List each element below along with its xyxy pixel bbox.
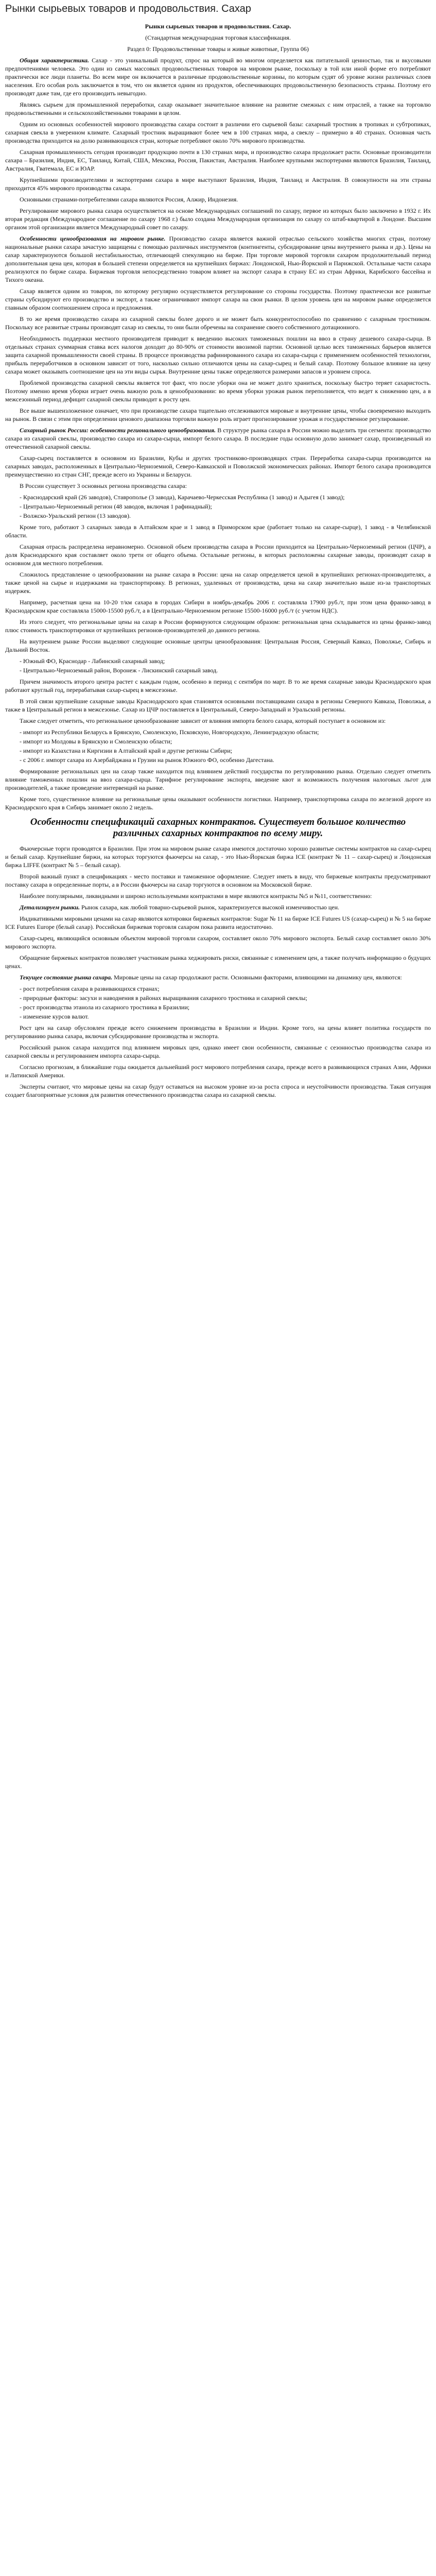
list-item: - рост производства этанола из сахарного тростника в Бразилии;	[20, 1004, 190, 1011]
paragraph-text: Сахар-сырец поставляется в основном из Бразилии, Кубы и других тростниково-производящих стран. Переработка сахара-сырца производится на сахарных заводах, расположенных в Центрально-Черноземной, Северо-Кавказской и Поволжской экономических районах. Импорт белого сахара производится преимущественно из стран СНГ, прежде всего из Украины и Беларуси.	[5, 454, 431, 478]
list-item: - импорт из Молдовы в Брянскую и Смоленскую области;	[20, 738, 172, 745]
list-item: - Центрально-Черноземный регион (48 заводов, включая 1 рафинадный);	[20, 503, 212, 510]
paragraph	[5, 637, 431, 654]
paragraph	[5, 315, 431, 331]
paragraph	[5, 717, 431, 725]
paragraph	[5, 207, 431, 231]
paragraph	[5, 1043, 431, 1060]
paragraph-text: Наиболее популярными, ликвидными и широко используемыми контрактами в мире являются контракты №5 и №11, соответственно:	[20, 892, 372, 900]
paragraph-text: Эксперты считают, что мировые цены на сахар будут оставаться на высоком уровне из-за роста спроса и неустойчивости производства. Такая ситуация создает благоприятные условия для развития отечественного производства сахара из сахарной свеклы.	[5, 1083, 431, 1098]
paragraph-text: Сложилось представление о ценообразовании на рынке сахара в России: цена на сахар определяется ценой в крупнейших регионах-производителях, а также ценой на сырье и издержками на транспортировку. В регионах, удаленных от производства, цена на сахар значительно выше из-за транспортных издержек.	[5, 571, 431, 595]
paragraph-text: Формирование региональных цен на сахар также находится под влиянием действий государства по регулированию рынка. Отдельно следует отметить влияние таможенных пошлин на ввоз сахара-сырца. Тарифное регулирование экспорта, введение квот и возможность получения налоговых льгот для производителей, а также проведение интервенций на рынке.	[5, 768, 431, 791]
paragraph	[5, 543, 431, 567]
paragraph-lead: Особенности ценообразования на мировом рынке.	[20, 235, 169, 242]
paragraph-text: Сахар является одним из товаров, по которому регулярно осуществляется регулирование со стороны государства. Поэтому практически все развитые страны субсидируют его производство и экспорт, а также ограничивают импорт сахара на свои рынки. В целом уровень цен на мировом рынке определяется главным образом соотношением спроса и предложения.	[5, 287, 431, 311]
paragraph-text: Необходимость поддержки местного производителя приводит к введению высоких таможенных пошлин на ввоз в страну дешевого сахара-сырца. В отдельных странах суммарная ставка всех налогов доходит до 80-90% от стоимости ввозимой партии. Основной целью всех таможенных барьеров является защита сахарной промышленности своей страны. В процессе производства рафинированного сахара из сахара-сырца с применением особенностей технологии, прибыль переработчиков в основном зависит от того, насколько сильно отличаются цены на сахар-сырец и белый сахар. Поэтому большое влияние на цену сахара может оказывать соотношение цен на эти виды сырья. Внутренние цены также определяются размерами запасов и уровнем спроса.	[5, 335, 431, 375]
paragraph	[5, 334, 431, 376]
paragraph-text: Все выше вышеизложенное означает, что при производстве сахара тщательно отслеживаются мировые и внутренние цены, чтобы своевременно выходить на рынок. В связи с этим при определении ценового диапазона торговли важную роль играет прогнозирование урожая и государственное регулирование.	[5, 407, 431, 422]
paragraph-text: В то же время производство сахара из сахарной свеклы более дорого и не может быть конкурентоспособно по сравнению с сахарным тростником. Поскольку все развитые страны производят сахар из свеклы, то они были обречены на сохранение своего собственного дотационного.	[5, 315, 431, 331]
list-item: - изменение курсов валют.	[20, 1013, 89, 1020]
paragraph-text: Регулирование мирового рынка сахара осуществляется на основе Международных соглашений по сахару, первое из которых было заключено в 1932 г. Их вторая редакция (Международное соглашение по сахару 1968 г.) было создана Международная организация по сахару со штаб-квартирой в Лондоне. Высшим органом этой организации является Международный совет по сахару.	[5, 207, 431, 231]
paragraph-text: Кроме того, работают 3 сахарных завода в Алтайском крае и 1 завод в Приморском крае (работает только на сахаре-сырце), 1 завод - в Челябинской области.	[5, 523, 431, 539]
list-item: - Волжско-Уральский регион (13 заводов).	[20, 512, 131, 519]
paragraph-lead: Сахарный рынок России: особенности регионального ценообразования.	[20, 427, 218, 434]
bullet-list	[5, 657, 431, 674]
list-item: - с 2006 г. импорт сахара из Азербайджана и Грузии на рынок Южного ФО, особенно Дагестана.	[20, 756, 274, 764]
list-item: - Краснодарский край (26 заводов), Ставрополье (3 завода), Карачаево-Черкесская Республика (1 завод) и Адыгея (1 завод);	[20, 494, 345, 501]
section-heading: Особенности спецификаций сахарных контрактов. Существует большое количество различных сахарных контрактов по всему миру.	[30, 817, 406, 839]
paragraph	[5, 176, 431, 192]
document-body	[5, 22, 431, 1099]
paragraph	[5, 426, 431, 451]
paragraph-text: Рост цен на сахар обусловлен прежде всего снижением производства в Бразилии и Индии. Кроме того, на цены влияет политика государств по регулированию рынка сахара, включая субсидирование производства и экспорта.	[5, 1024, 431, 1040]
paragraph	[5, 697, 431, 714]
doc-classification: (Стандартная международная торговая классификация.	[145, 34, 291, 41]
paragraph-lead: Детализируем рынки.	[20, 904, 82, 911]
paragraph-text: Сахар-сырец, являющийся основным объектом мировой торговли сахаром, составляет около 70% мирового экспорта. Белый сахар составляет около 30% мирового экспорта.	[5, 935, 431, 950]
paragraph-text: Рынок сахара, как любой товарно-сырьевой рынок, характеризуется высокой изменчивостью цен.	[81, 904, 340, 911]
paragraph	[5, 954, 431, 970]
list-item: - Центрально-Черноземный район, Воронеж - Лискинский сахарный завод.	[20, 667, 218, 674]
paragraph-text: Основными странами-потребителями сахара являются Россия, Алжир, Индонезия.	[20, 196, 238, 203]
paragraph-text: Российский рынок сахара находится под влиянием мировых цен, однако имеет свои особенности, связанные с сезонностью производства сахара из сахарной свеклы и регулированием импорта сахара-сырца.	[5, 1044, 431, 1059]
paragraph-text: Обращение биржевых контрактов позволяет участникам рынка хеджировать риски, связанные с изменением цен, а также получать информацию о будущих ценах.	[5, 954, 431, 970]
list-item: - рост потребления сахара в развивающихся странах;	[20, 985, 160, 992]
paragraph	[5, 482, 431, 490]
paragraph-text: В России существует 3 основных региона производства сахара:	[20, 482, 187, 489]
paragraph-text: На внутреннем рынке России выделяют следующие основные центры ценообразования: Центральная Россия, Северный Кавказ, Поволжье, Сибирь и Дальний Восток.	[5, 638, 431, 653]
paragraph-text: Например, расчетная цена на 10-20 т/км сахара в городах Сибири в ноябрь-декабрь 2006 г. составляла 17900 руб./т, при этом цена франко-завод в Краснодарском крае составляла 15000-15500 руб./т, а в Центрально-Черноземном регионе 15500-16000 руб./т (с учетом НДС).	[5, 599, 431, 614]
paragraph	[5, 120, 431, 145]
paragraph-text: Сахар - это уникальный продукт, спрос на который во многом определяется как питательной ценностью, так и вкусовыми предпочтениями человека. Это один из самых массовых продовольственных товаров на мировом рынке, поскольку в той или иной форме его потребляют практически все люди планеты. Во всем мире он включается в различные продовольственные корзины, по которым судят об уровне жизни различных слоев населения. Его особая роль заключается в том, что он является одним из продуктов, обеспечивающих продовольственную безопасность страны. Поэтому его производят даже там, где его производить невыгодно.	[5, 57, 431, 97]
bullet-list	[5, 985, 431, 1021]
paragraph	[5, 56, 431, 97]
paragraph-text: Сахарная промышленность сегодня производит продукцию почти в 130 странах мира, и производство сахара продолжает расти. Основные производители сахара – Бразилия, Индия, ЕС, Таиланд, Китай, США, Мексика, Россия, Пакистан, Австралия. Наиболее крупными экспортерами являются Бразилия, Таиланд, Австралия, Гватемала, ЕС и ЮАР.	[5, 148, 431, 172]
paragraph-text: Согласно прогнозам, в ближайшие годы ожидается дальнейший рост мирового потребления сахара, прежде всего в развивающихся странах Азии, Африки и Латинской Америки.	[5, 1063, 431, 1079]
paragraph	[5, 234, 431, 284]
paragraph-text: В этой связи крупнейшие сахарные заводы Краснодарского края становятся основными поставщиками сахара в регионы Северного Кавказа, Поволжья, а также в Центральный регион в межсезонье. Сахар из ЦЧР поставляется в Центральный, Северо-Западный и Уральский регионы.	[5, 698, 431, 713]
doc-section: Раздел 0: Продовольственные товары и живые животные, Группа 06)	[127, 45, 309, 53]
paragraph	[5, 892, 431, 900]
list-item: - импорт из Республики Беларусь в Брянскую, Смоленскую, Псковскую, Новгородскую, Ленинградскую области;	[20, 728, 319, 736]
paragraph-text: Также следует отметить, что региональное ценообразование зависит от влияния импорта белого сахара, который поступает в основном из:	[20, 717, 386, 724]
paragraph-text: Причем значимость второго центра растет с каждым годом, особенно в период с сентября по март. В то же время сахарные заводы Краснодарского края работают круглый год, перерабатывая сахар-сырец в межсезонье.	[5, 678, 431, 693]
paragraph	[5, 872, 431, 889]
paragraph	[5, 914, 431, 931]
paragraph	[5, 195, 431, 204]
paragraph	[5, 795, 431, 811]
paragraph-text: Кроме того, существенное влияние на региональные цены оказывают особенности логистики. Например, транспортировка сахара по железной дороге из Краснодарского края в Сибирь занимает около 2 недель.	[5, 795, 431, 811]
paragraph-text: Являясь сырьем для промышленной переработки, сахар оказывает значительное влияние на развитие смежных с ним отраслей, а также на торговлю продовольственными и сельскохозяйственными товарами в целом.	[5, 101, 431, 116]
paragraph	[5, 767, 431, 792]
doc-subtitle: Рынки сырьевых товаров и продовольствия. Сахар.	[145, 23, 291, 30]
paragraph-text: Проблемой производства сахарной свеклы является тот факт, что после уборки она не может долго храниться, поскольку быстро теряет сахаристость. Поэтому именно время уборки играет очень важную роль в ценообразовании: во время уборки урожая рынок переполняется, что ведет к снижению цен, а в межсезонный период дефицит сахарной свеклы приводит к росту цен.	[5, 379, 431, 403]
paragraph	[5, 570, 431, 595]
paragraph	[5, 973, 431, 981]
paragraph	[5, 406, 431, 423]
paragraph-text: Мировые цены на сахар продолжают расти. Основными факторами, влияющими на динамику цен, являются:	[114, 974, 402, 981]
paragraph	[5, 1024, 431, 1040]
paragraph-text: Производство сахара является важной отраслью сельского хозяйства многих стран, поэтому национальные рынки сахара зачастую защищены с помощью различных инструментов (контингенты, субсидирование цены внутреннего рынка и др.). Цены на сахар характеризуются большой нестабильностью, отличающей спекуляцию на бирже. При торговле мировой торговли сахаром продолжительный период дополнительная цена цен, которая в большей степени определяется на крупнейших биржах: Лондонской, Нью-Йоркской и Парижской. Остальные части сахара реализуются по бирже сахара. Биржевая торговля непосредственно товаром влияет на экспорт сахара в страну ЕС из стран Африки, Карибского бассейна и Тихого океана.	[5, 235, 431, 283]
paragraph-text: Из этого следует, что региональные цены на сахар в России формируются следующим образом: региональная цена складывается из цены франко-завод плюс стоимость транспортировки от крупнейших регионов-производителей до данного региона.	[5, 618, 431, 634]
paragraph-lead: Общая характеристика.	[20, 57, 92, 64]
paragraph-text: Крупнейшими производителями и экспортерами сахара в мире выступают Бразилия, Индия, Таиланд и Австралия. В совокупности на эти страны приходится 45% мирового производства сахара.	[5, 176, 431, 192]
paragraph-text: Фьючерсные торги проводятся в Бразилии. При этом на мировом рынке сахара имеются достаточно хорошо развитые системы контрактов на сахар-сырец и белый сахар. Крупнейшие биржи, на которых торгуются фьючерсы на сахар, - это Нью-Йоркская биржа ICE (контракт № 11 – сахар-сырец) и Лондонская биржа LIFFE (контракт № 5 – белый сахар).	[5, 845, 431, 869]
page-title: Рынки сырьевых товаров и продовольствия. Сахар	[5, 3, 251, 14]
paragraph	[5, 1082, 431, 1099]
paragraph	[5, 454, 431, 479]
list-item: - природные факторы: засухи и наводнения в районах выращивания сахарного тростника и сахарной свеклы;	[20, 994, 307, 1002]
paragraph	[5, 618, 431, 634]
paragraph-text: В структуре рынка сахара в России можно выделить три сегмента: производство сахара из сахарной свеклы, производство сахара из сахара-сырца, импорт белого сахара. В последние годы основную долю занимает сахар, произведенный из отечественной сахарной свеклы.	[5, 427, 431, 450]
paragraph-text: Второй важный пункт в спецификациях - место поставки и таможенное оформление. Следует иметь в виду, что биржевые контракты предусматривают поставку сахара в определенные порты, а в России фьючерсы на сахар торгуются в основном на Московской бирже.	[5, 873, 431, 888]
paragraph-lead: Текущее состояние рынка сахара.	[20, 974, 114, 981]
list-item: - Южный ФО, Краснодар - Лабинский сахарный завод;	[20, 657, 165, 665]
list-item: - импорт из Казахстана и Киргизии в Алтайский край и другие регионы Сибири;	[20, 747, 233, 754]
bullet-list	[5, 728, 431, 764]
paragraph	[5, 903, 431, 911]
paragraph	[5, 598, 431, 615]
paragraph	[5, 1063, 431, 1079]
paragraph	[5, 523, 431, 539]
paragraph	[5, 287, 431, 312]
paragraph-text: Индикативными мировыми ценами на сахар являются котировки биржевых контрактов: Sugar № 11 на бирже ICE Futures US (сахар-сырец) и № 5 на бирже ICE Futures Europe (белый сахар). Российская биржевая торговля сахаром пока развита недостаточно.	[5, 915, 431, 930]
paragraph	[5, 148, 431, 173]
paragraph-text: Сахарная отрасль распределена неравномерно. Основной объем производства сахара в России приходится на Центрально-Черноземный регион (ЦЧР), а доля Краснодарского края составляет около трети от общего объема. Остальные регионы, в которых расположены сахарные заводы, производят сахар в основном для местного потребления.	[5, 543, 431, 567]
paragraph	[5, 379, 431, 403]
paragraph	[5, 844, 431, 869]
bullet-list	[5, 493, 431, 520]
paragraph	[5, 677, 431, 694]
paragraph-text: Одним из основных особенностей мирового производства сахара состоит в различии его сырьевой базы: сахарный тростник в тропиках и субтропиках, сахарная свекла в умеренном климате. Сахарный тростник выращивают более чем в 100 странах мира, а свеклу – примерно в 40 странах. Основная часть производства приходится на долю развивающихся стран, которые потребляют около 70% мирового производства.	[5, 121, 431, 144]
paragraph	[5, 934, 431, 951]
paragraph	[5, 100, 431, 117]
